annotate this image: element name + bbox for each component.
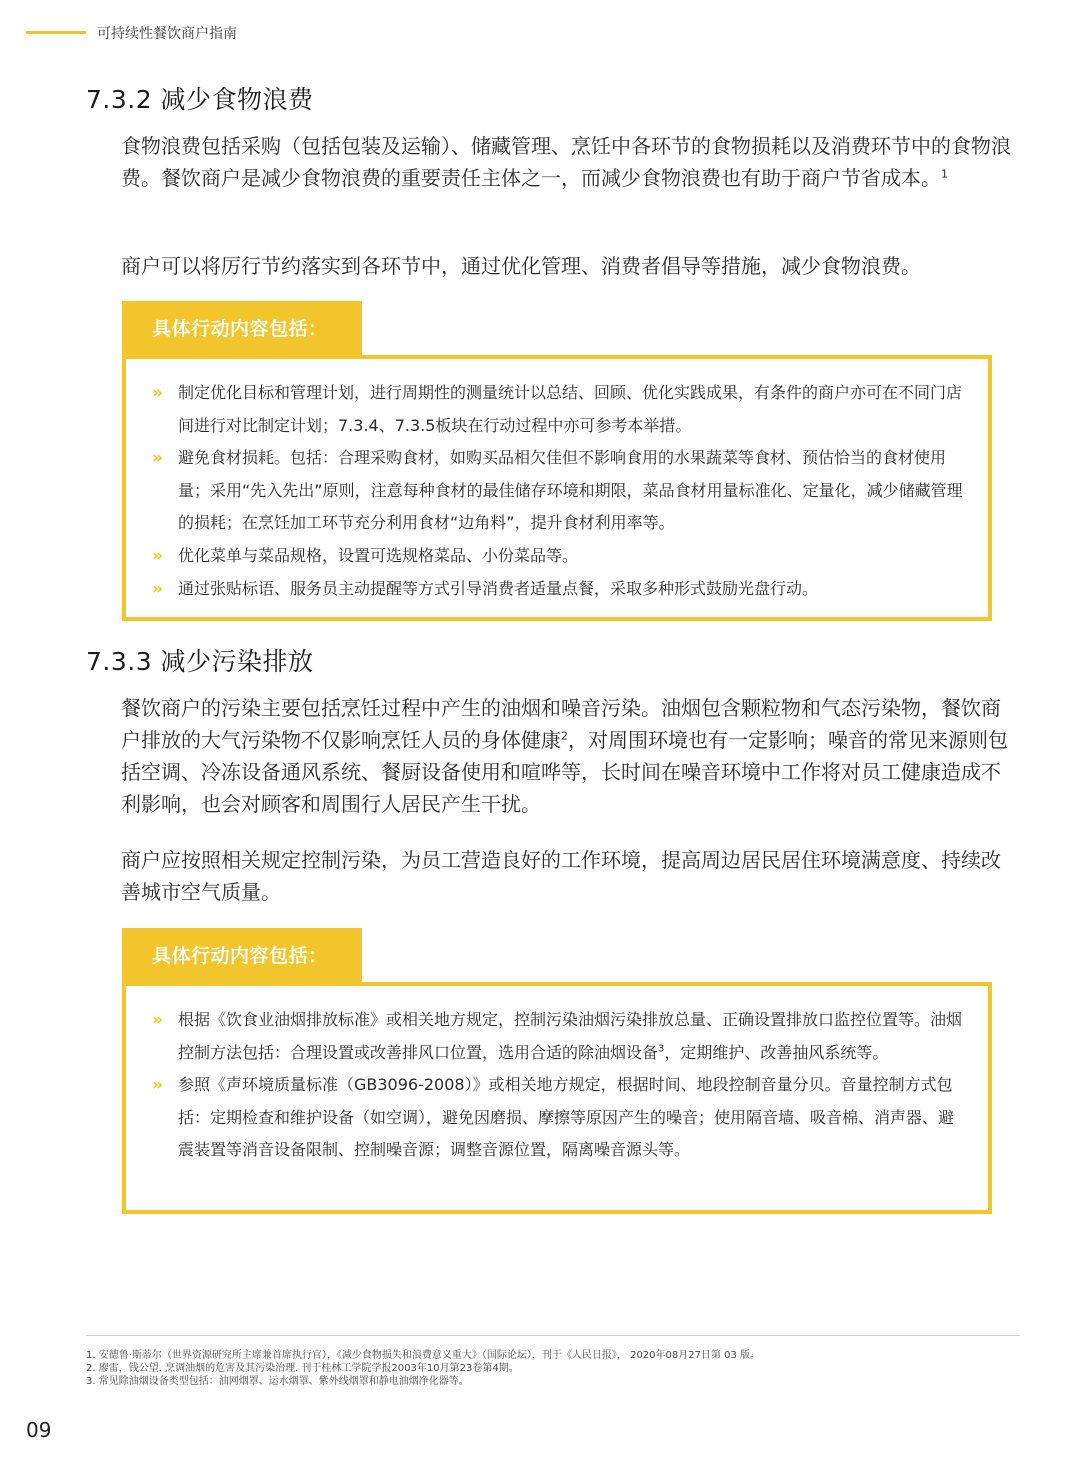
list-item: » 制定优化目标和管理计划，进行周期性的测量统计以总结、回顾、优化实践成果，有条件的商户亦可在不同门店间进行对比制定计划；7.3.4、7.3.5板块在行动过程中亦可参考本举措。 (152, 377, 968, 442)
chevron-right-icon: » (152, 448, 163, 469)
header-title: 可持续性餐饮商户指南 (97, 26, 237, 42)
section-title-food-waste: 7.3.2 减少食物浪费 (86, 85, 314, 114)
section1-paragraph-1: 食物浪费包括采购（包括包装及运输）、储藏管理、烹饪中各环节的食物损耗以及消费环节中的食物浪费。餐饮商户是减少食物浪费的重要责任主体之一，而减少食物浪费也有助于商户节省成本。$^1$ (121, 134, 1011, 190)
chevron-right-icon: » (152, 1075, 163, 1096)
chevron-right-icon: » (152, 545, 163, 566)
footnote-ref-1[interactable]: 1 (941, 167, 948, 181)
action-box-label-1: 具体行动内容包括： (122, 301, 362, 357)
footnote-ref-2[interactable]: 2 (561, 729, 568, 743)
action-list-2 (126, 986, 988, 1167)
chevron-right-icon: » (152, 1010, 163, 1030)
footnote-2: 2. 廖雷，钱公望. 烹调油烟的危害及其污染治理. 刊于桂林工学院学报2003年10月第23卷第4期。 (86, 1363, 519, 1374)
header-accent-line (26, 31, 86, 34)
action-box-2 (122, 982, 992, 1214)
section-title-pollution: 7.3.3 减少污染排放 (86, 647, 314, 676)
section2-paragraph-1: 餐饮商户的污染主要包括烹饪过程中产生的油烟和噪音污染。油烟包含颗粒物和气态污染物，餐饮商户排放的大气污染物不仅影响烹饪人员的身体健康$^2$，对周围环境也有一定影响；噪音的常见来源则包括空调、冷冻设备通风系统、餐厨设备使用和喧哗等，长时间在噪音环境中工作将对员工健康造成不利影响，也会对顾客和周围行人居民产生干扰。 (121, 696, 1008, 816)
action-box-label-2: 具体行动内容包括： (122, 928, 362, 984)
action-box-1 (122, 355, 992, 621)
section2-paragraph-2: 商户应按照相关规定控制污染，为员工营造良好的工作环境，提高周边居民居住环境满意度、持续改善城市空气质量。 (121, 848, 1001, 904)
list-item: » 根据《饮食业油烟排放标准》或相关地方规定，控制污染油烟污染排放总量、正确设置排放口监控位置等。油烟控制方法包括：合理设置或改善排风口位置，选用合适的除油烟设备$^3$，定期维护、改善抽风系统等。 (152, 1004, 968, 1069)
list-item: » 参照《声环境质量标准（GB3096-2008）》或相关地方规定，根据时间、地段控制音量分贝。音量控制方式包括：定期检查和维护设备（如空调），避免因磨损、摩擦等原因产生的噪音；使用隔音墙、吸音棉、消声器、避震装置等消音设备限制、控制噪音源；调整音源位置，隔离噪音源头等。 (152, 1069, 968, 1167)
action-list-1 (126, 359, 988, 605)
page-number: 09 (26, 1418, 52, 1442)
list-item: » 通过张贴标语、服务员主动提醒等方式引导消费者适量点餐，采取多种形式鼓励光盘行动。 (152, 573, 968, 606)
chevron-right-icon: » (152, 578, 163, 599)
list-item: » 优化菜单与菜品规格，设置可选规格菜品、小份菜品等。 (152, 540, 968, 573)
chevron-right-icon: » (152, 383, 163, 403)
footnotes (86, 1349, 1026, 1388)
footnote-3: 3. 常见除油烟设备类型包括：油网烟罩、运水烟罩、紫外线烟罩和静电油烟净化器等。 (86, 1376, 469, 1387)
footnote-1: 1. 安德鲁·斯蒂尔（世界资源研究所主席兼首席执行官），《减少食物损失和浪费意义重大》（国际论坛），刊于《人民日报》， 2020年08月27日第 03 版。 (86, 1350, 761, 1361)
footnote-ref-3[interactable]: 3 (658, 1043, 665, 1055)
footnote-divider (86, 1335, 1020, 1336)
section1-paragraph-2: 商户可以将厉行节约落实到各环节中，通过优化管理、消费者倡导等措施，减少食物浪费。 (121, 254, 921, 278)
list-item: » 避免食材损耗。包括：合理采购食材，如购买品相欠佳但不影响食用的水果蔬菜等食材、预估恰当的食材使用量；采用“先入先出”原则，注意每种食材的最佳储存环境和期限，菜品食材用量标准化、定量化，减少储藏管理的损耗；在烹饪加工环节充分利用食材“边角料”，提升食材利用率等。 (152, 442, 968, 540)
